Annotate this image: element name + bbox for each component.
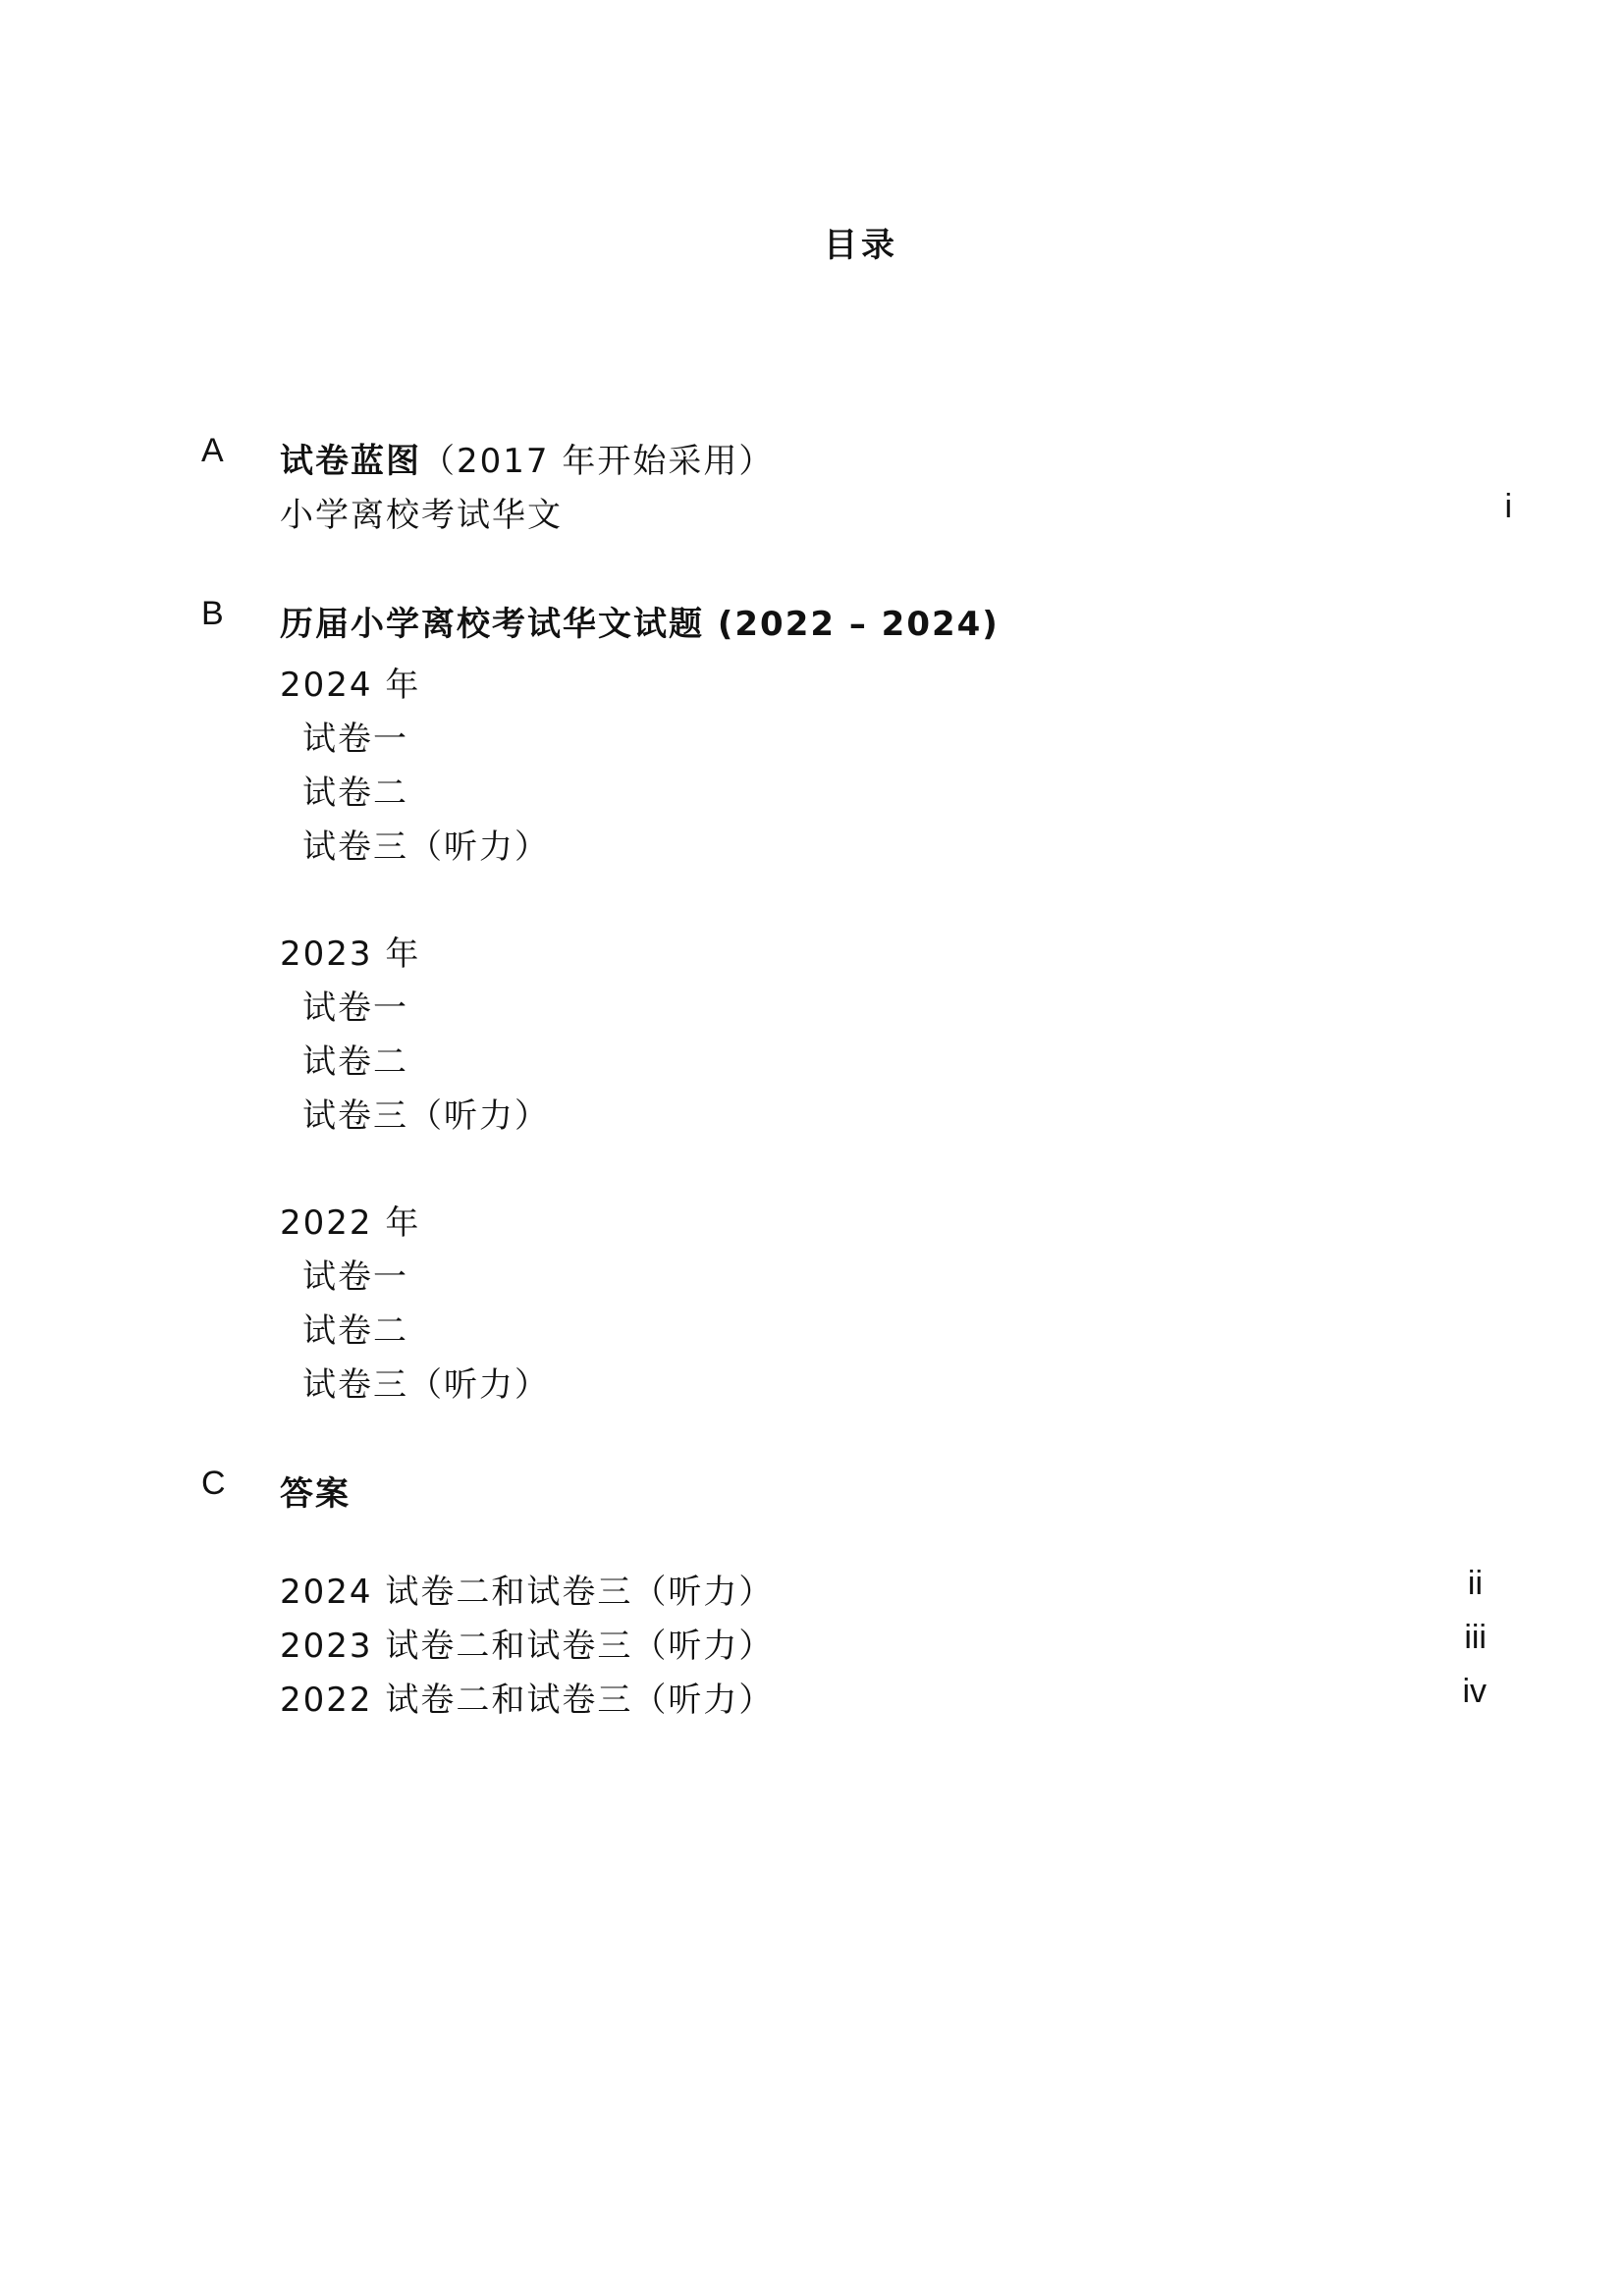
section-b-letter: B <box>201 595 224 632</box>
answer-item-2024-page: ii <box>1467 1565 1483 1602</box>
section-a-item: 小学离校考试华文 <box>280 496 563 535</box>
answer-item-2023: 2023 试卷二和试卷三（听力） <box>280 1627 775 1666</box>
year-2023-heading: 2023 年 <box>280 934 421 974</box>
section-b-heading: 历届小学离校考试华文试题 (2022 – 2024) <box>280 605 1000 644</box>
year-2022-paper-3: 试卷三（听力） <box>302 1365 550 1405</box>
year-2024-paper-1: 试卷一 <box>302 720 408 759</box>
year-2022-paper-1: 试卷一 <box>302 1257 408 1297</box>
page-title: 目录 <box>824 226 898 265</box>
year-2023-paper-3: 试卷三（听力） <box>302 1096 550 1136</box>
year-2024-paper-2: 试卷二 <box>302 774 408 813</box>
year-2023-paper-1: 试卷一 <box>302 988 408 1028</box>
answer-item-2022: 2022 试卷二和试卷三（听力） <box>280 1681 775 1720</box>
section-a-item-page: i <box>1504 488 1512 525</box>
year-2023-paper-2: 试卷二 <box>302 1042 408 1082</box>
answer-item-2023-page: iii <box>1464 1619 1487 1656</box>
section-a-letter: A <box>201 432 224 469</box>
section-a-heading-note: （2017 年开始采用） <box>421 442 775 481</box>
section-a-heading-line <box>280 434 774 482</box>
answer-item-2022-page: iv <box>1462 1673 1487 1710</box>
year-2022-heading: 2022 年 <box>280 1203 421 1243</box>
section-c-letter: C <box>201 1465 226 1502</box>
year-2024-heading: 2024 年 <box>280 666 421 705</box>
answer-item-2024: 2024 试卷二和试卷三（听力） <box>280 1573 775 1612</box>
section-c-heading: 答案 <box>280 1474 351 1514</box>
year-2024-paper-3: 试卷三（听力） <box>302 828 550 867</box>
year-2022-paper-2: 试卷二 <box>302 1311 408 1351</box>
section-a-heading: 试卷蓝图 <box>280 442 421 481</box>
